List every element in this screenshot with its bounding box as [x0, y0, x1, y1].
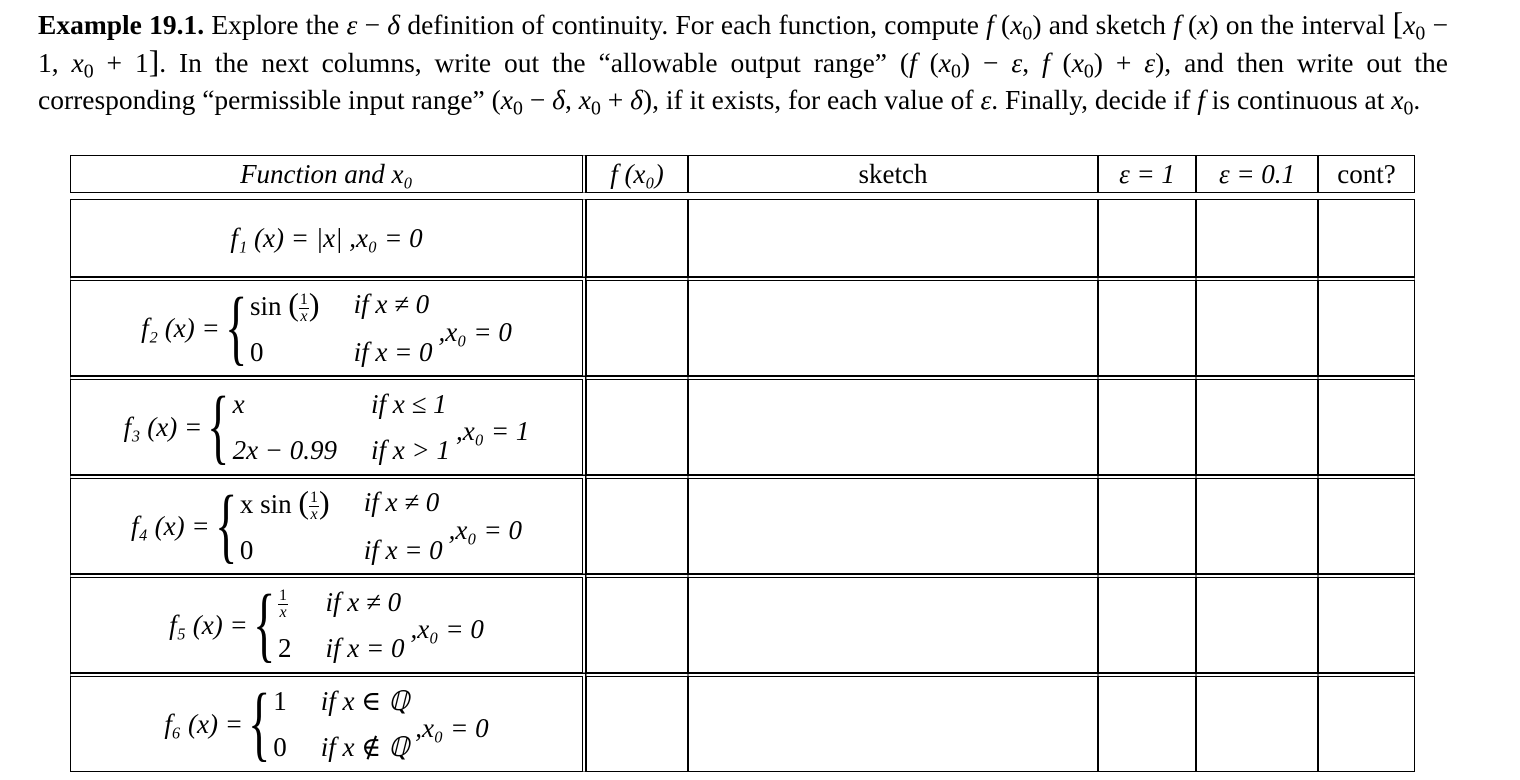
- table-row: [70, 277, 1415, 376]
- text: . In the next columns, write out the “allowable output range”: [159, 47, 900, 78]
- example-label: Example 19.1.: [38, 9, 205, 40]
- lhs: f₅ (x) =: [169, 609, 248, 640]
- frac-den: x: [310, 506, 318, 524]
- function-f2: [71, 282, 582, 374]
- case-condition: if x = 0: [325, 633, 405, 663]
- cases: sin ( $\frac{1}{x}$ ) if x ≠ 0 0 if x = 0: [250, 282, 433, 374]
- example-paragraph: Example 19.1. Explore the ε − δ definition of continuity. For each function, compute f $(x_0)$ and sketch f (x) on the interval [$x_0 - 1$, $x_0 + 1$]. In the next columns, write out the “allowable output range” (f $(x_0) - \varepsilon$, f $(x_0) + \varepsilon$), and then write out the corresponding “permissible input range” ($x_0 - \delta$, $x_0 + \delta$), if it exists, for each value of ε. Finally, decide if f is continuous at $x_0$.: [38, 6, 1448, 120]
- x0-value: ,x₀ = 0: [438, 316, 512, 347]
- function-cell: [70, 277, 586, 376]
- eps1-cell[interactable]: [1098, 673, 1196, 772]
- case-condition: if x ≠ 0: [363, 487, 440, 517]
- brace-icon: {: [224, 281, 247, 374]
- case-condition: if x ≠ 0: [353, 289, 430, 319]
- text: is continuous at: [1204, 84, 1392, 115]
- case-condition: if x ≠ 0: [325, 587, 402, 617]
- header-sketch: sketch: [688, 155, 1098, 193]
- eps01-cell[interactable]: [1196, 574, 1318, 673]
- case-value: sin: [250, 291, 282, 321]
- fx0-cell[interactable]: [586, 673, 688, 772]
- cont-cell[interactable]: [1318, 475, 1415, 574]
- brace-icon: {: [214, 479, 237, 572]
- eps01-cell[interactable]: [1196, 199, 1318, 277]
- frac-num: 1: [299, 291, 308, 309]
- case-value: 0: [273, 732, 287, 762]
- function-f3: [71, 382, 582, 472]
- header-eps-01: ε = 0.1: [1196, 155, 1318, 193]
- case-condition: if x ∉ ℚ: [320, 732, 410, 762]
- header-eps-1: ε = 1: [1098, 155, 1196, 193]
- case-condition: if x = 0: [353, 337, 433, 367]
- case-value: 1: [273, 686, 287, 716]
- cont-cell[interactable]: [1318, 673, 1415, 772]
- eps1-cell[interactable]: [1098, 376, 1196, 475]
- lhs: f₄ (x) =: [130, 510, 210, 541]
- cont-cell[interactable]: [1318, 376, 1415, 475]
- case-value: 0: [250, 337, 264, 367]
- text: , if it exists, for each value of: [652, 84, 981, 115]
- fx0-cell[interactable]: [586, 574, 688, 673]
- x0-value: ,x₀ = 0: [410, 613, 484, 644]
- eps1-cell[interactable]: [1098, 199, 1196, 277]
- brace-icon: {: [252, 578, 275, 671]
- brace-icon: {: [248, 677, 271, 770]
- table-row: [70, 199, 1415, 277]
- x0-value: ,x₀ = 1: [456, 415, 530, 446]
- frac-num: 1: [310, 489, 319, 507]
- x0-value: ,x₀ = 0: [415, 712, 489, 743]
- sketch-cell[interactable]: [688, 199, 1098, 277]
- text: , and then write out the corresponding “permissible input range”: [38, 47, 1448, 115]
- header-fx0: f (x₀): [586, 155, 688, 193]
- case-condition: if x ∈ ℚ: [320, 686, 410, 716]
- text: Explore the: [204, 9, 347, 40]
- eps01-cell[interactable]: [1196, 376, 1318, 475]
- cont-cell[interactable]: [1318, 277, 1415, 376]
- table-row: [70, 574, 1415, 673]
- lhs: f₆ (x) =: [164, 708, 243, 739]
- case-value: 0: [239, 535, 254, 565]
- eps1-cell[interactable]: [1098, 574, 1196, 673]
- cont-cell[interactable]: [1318, 574, 1415, 673]
- function-cell: [70, 574, 586, 673]
- function-f6: [71, 679, 582, 769]
- case-value: x sin: [239, 489, 292, 519]
- function-cell: [70, 199, 586, 277]
- function-f5: [71, 580, 582, 670]
- brace-icon: {: [207, 380, 230, 473]
- case-value: 2: [278, 633, 292, 663]
- function-cell: [70, 673, 586, 772]
- text: definition of continuity. For each function, compute: [400, 9, 987, 40]
- function-cell: [70, 475, 586, 574]
- case-condition: if x = 0: [363, 535, 443, 565]
- case-value: x: [232, 389, 245, 419]
- sketch-cell[interactable]: [688, 574, 1098, 673]
- fx0-cell[interactable]: [586, 277, 688, 376]
- cases: x sin ( $\frac{1}{x}$ ) if x ≠ 0 0 if x = 0: [240, 480, 443, 572]
- table-row: [70, 673, 1415, 772]
- eps1-cell[interactable]: [1098, 475, 1196, 574]
- sketch-cell[interactable]: [688, 277, 1098, 376]
- eps1-cell[interactable]: [1098, 277, 1196, 376]
- lhs: f₂ (x) =: [141, 312, 220, 343]
- function-f1: f₁ (x) = |x| ,x₀ = 0: [230, 222, 423, 253]
- table-row: [70, 475, 1415, 574]
- frac-den: x: [279, 604, 287, 622]
- cases: [273, 679, 409, 769]
- eps01-cell[interactable]: [1196, 673, 1318, 772]
- header-cont: cont?: [1318, 155, 1415, 193]
- cont-cell[interactable]: [1318, 199, 1415, 277]
- text: and sketch: [1041, 9, 1174, 40]
- x0-value: ,x₀ = 0: [448, 514, 523, 545]
- fx0-cell[interactable]: [586, 376, 688, 475]
- frac-num: 1: [279, 587, 288, 605]
- text: on the interval: [1218, 9, 1393, 40]
- header-function: Function and x₀: [70, 155, 586, 193]
- lhs: f₃ (x) =: [123, 411, 203, 442]
- cases: [233, 382, 450, 472]
- sketch-cell[interactable]: [688, 475, 1098, 574]
- fx0-cell[interactable]: [586, 199, 688, 277]
- cases: [278, 580, 404, 670]
- sketch-cell[interactable]: [688, 673, 1098, 772]
- text: . Finally, decide if: [991, 84, 1198, 115]
- fx0-cell[interactable]: [586, 475, 688, 574]
- eps01-cell[interactable]: [1196, 475, 1318, 574]
- frac-den: x: [300, 308, 308, 326]
- sketch-cell[interactable]: [688, 376, 1098, 475]
- case-condition: if x ≤ 1: [371, 389, 447, 419]
- function-cell: [70, 376, 586, 475]
- table-body: [70, 199, 1415, 772]
- table-row: [70, 376, 1415, 475]
- table-header: [70, 155, 1415, 193]
- case-condition: if x > 1: [371, 435, 450, 465]
- eps01-cell[interactable]: [1196, 277, 1318, 376]
- function-f4: [71, 480, 582, 572]
- case-value: 2x − 0.99: [232, 435, 338, 465]
